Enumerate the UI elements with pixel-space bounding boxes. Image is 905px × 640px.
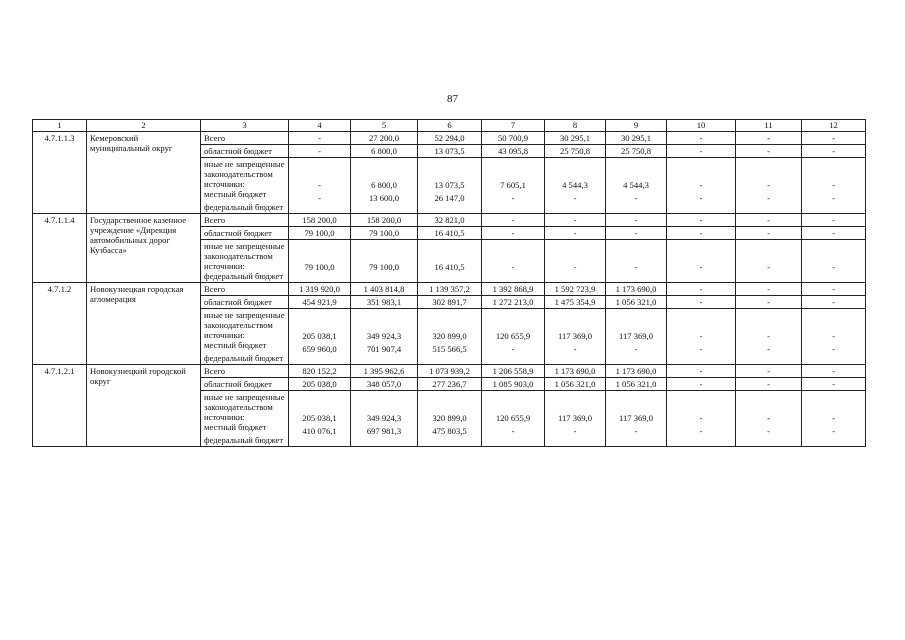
table-row (33, 365, 866, 378)
value-cell (418, 309, 482, 365)
value-cell (667, 240, 736, 283)
value-cell: - (802, 296, 866, 309)
value-cell (802, 309, 866, 365)
table-row (33, 132, 866, 145)
column-number-cell: 4 (289, 120, 351, 132)
value-cell (667, 391, 736, 447)
value: - (573, 344, 577, 354)
value-cell: - (667, 378, 736, 391)
value: - (511, 193, 515, 203)
value: - (511, 426, 515, 436)
value-cell: - (736, 227, 802, 240)
value-cell (545, 391, 606, 447)
value-cell: - (802, 145, 866, 158)
source-label: федеральный бюджет (204, 353, 284, 363)
value-cell: - (736, 145, 802, 158)
value-cell: 30 295,1 (545, 132, 606, 145)
source-label: областной бюджет (201, 227, 289, 240)
source-label: федеральный бюджет (204, 435, 284, 445)
value-cell (289, 391, 351, 447)
value-cell: 351 983,1 (351, 296, 418, 309)
column-number-cell: 6 (418, 120, 482, 132)
value-cell: 1 056 321,0 (545, 378, 606, 391)
value-cell: 52 294,0 (418, 132, 482, 145)
value-cell (482, 391, 545, 447)
entity-name: Государственное казенное учреждение «Дирекция автомобильных дорог Кузбасса» (87, 214, 201, 283)
value: 120 655,9 (495, 331, 531, 341)
value: 13 073,5 (434, 180, 465, 190)
value-cell: - (802, 227, 866, 240)
source-intro: иные не запрещенные законодательством источники: (204, 159, 285, 189)
value-cell: 1 403 814,8 (351, 283, 418, 296)
source-intro: иные не запрещенные законодательством источники: (204, 241, 285, 271)
value: - (767, 413, 770, 423)
value-cell (606, 158, 667, 214)
value: - (699, 344, 703, 354)
value: - (699, 262, 703, 272)
value-cell: 1 272 213,0 (482, 296, 545, 309)
value-cell: - (736, 283, 802, 296)
source-intro: иные не запрещенные законодательством источники: (204, 392, 285, 422)
value-cell: 1 173 690,0 (545, 365, 606, 378)
column-number-cell: 11 (736, 120, 802, 132)
source-label: областной бюджет (201, 296, 289, 309)
value-cell (802, 158, 866, 214)
value-cell: 277 236,7 (418, 378, 482, 391)
value: - (573, 193, 577, 203)
value-cell (736, 158, 802, 214)
value: 4 544,3 (623, 180, 649, 190)
value-cell (351, 240, 418, 283)
value: - (767, 344, 770, 354)
source-label: областной бюджет (201, 145, 289, 158)
value: - (699, 193, 703, 203)
value-cell (545, 240, 606, 283)
value-cell: 1 592 723,9 (545, 283, 606, 296)
value-cell: - (482, 214, 545, 227)
value: - (767, 331, 770, 341)
value: 26 147,0 (434, 193, 465, 203)
value: - (699, 331, 703, 341)
source-intro: иные не запрещенные законодательством источники: (204, 310, 285, 340)
value-cell: 27 200,0 (351, 132, 418, 145)
value-cell: 1 173 690,0 (606, 365, 667, 378)
value: - (767, 426, 770, 436)
value-cell: - (545, 227, 606, 240)
value-cell (736, 240, 802, 283)
value-cell: 205 038,0 (289, 378, 351, 391)
column-number-cell: 1 (33, 120, 87, 132)
value: 117 369,0 (618, 413, 654, 423)
value: - (318, 180, 321, 190)
source-label: федеральный бюджет (204, 271, 284, 281)
value-cell: - (802, 378, 866, 391)
value-cell: 1 139 357,2 (418, 283, 482, 296)
value-cell (606, 240, 667, 283)
column-number-cell: 7 (482, 120, 545, 132)
value: - (573, 262, 577, 272)
source-label: Всего (201, 365, 289, 378)
value-cell (802, 240, 866, 283)
column-number-cell: 10 (667, 120, 736, 132)
entity-name: Новокузнецкая городская агломерация (87, 283, 201, 365)
source-cell (201, 240, 289, 283)
item-code: 4.7.1.1.4 (33, 214, 87, 283)
value: 7 605,1 (500, 180, 526, 190)
source-label: местный бюджет (204, 189, 267, 199)
value-cell: 1 319 920,0 (289, 283, 351, 296)
value-cell: 30 295,1 (606, 132, 667, 145)
value-cell (606, 309, 667, 365)
value-cell: - (482, 227, 545, 240)
value-cell: - (802, 365, 866, 378)
value-cell (351, 391, 418, 447)
value-cell: 25 750,8 (606, 145, 667, 158)
value-cell (802, 391, 866, 447)
value: 701 907,4 (366, 344, 402, 354)
value-cell: 79 100,0 (351, 227, 418, 240)
value: 117 369,0 (557, 413, 593, 423)
value-cell (667, 309, 736, 365)
value-cell: 1 085 903,0 (482, 378, 545, 391)
value: 6 800,0 (371, 180, 397, 190)
value: - (832, 344, 835, 354)
value: 205 038,1 (302, 331, 337, 341)
entity-name: Кемеровский муниципальный округ (87, 132, 201, 214)
value: 515 566,5 (432, 344, 467, 354)
source-cell (201, 309, 289, 365)
value: - (832, 426, 835, 436)
value: 410 076,1 (302, 426, 337, 436)
source-label: Всего (201, 132, 289, 145)
value-cell: - (736, 214, 802, 227)
value-cell: 1 395 962,6 (351, 365, 418, 378)
value: - (318, 193, 321, 203)
value: - (699, 413, 703, 423)
value-cell: - (736, 132, 802, 145)
value: - (634, 426, 638, 436)
value-cell: - (667, 227, 736, 240)
value: - (511, 344, 515, 354)
column-number-cell: 9 (606, 120, 667, 132)
value: 117 369,0 (557, 331, 593, 341)
value-cell: 25 750,8 (545, 145, 606, 158)
value: - (511, 262, 515, 272)
value: 13 600,0 (368, 193, 400, 203)
value-cell (418, 240, 482, 283)
value-cell: - (606, 214, 667, 227)
value: - (832, 193, 835, 203)
value-cell (482, 158, 545, 214)
value: - (573, 426, 577, 436)
value-cell: 454 921,9 (289, 296, 351, 309)
source-label: местный бюджет (204, 340, 267, 350)
value: - (767, 180, 770, 190)
value-cell: 1 056 321,0 (606, 378, 667, 391)
value-cell: - (606, 227, 667, 240)
value-cell: - (736, 378, 802, 391)
value: - (767, 193, 770, 203)
value-cell (418, 158, 482, 214)
value-cell (289, 309, 351, 365)
value-cell: 50 700,9 (482, 132, 545, 145)
value-cell: 79 100,0 (289, 227, 351, 240)
value-cell: 302 891,7 (418, 296, 482, 309)
value-cell: - (289, 132, 351, 145)
value: 79 100,0 (368, 262, 400, 272)
value-cell (545, 158, 606, 214)
entity-name: Новокузнецкий городской округ (87, 365, 201, 447)
value-cell: 1 056 321,0 (606, 296, 667, 309)
value: - (767, 262, 770, 272)
value-cell (289, 158, 351, 214)
value: 4 544,3 (562, 180, 588, 190)
column-number-cell: 8 (545, 120, 606, 132)
column-number-cell: 12 (802, 120, 866, 132)
value-cell: 6 800,0 (351, 145, 418, 158)
source-label: областной бюджет (201, 378, 289, 391)
value-cell (736, 391, 802, 447)
column-number-cell: 5 (351, 120, 418, 132)
value: 659 960,0 (302, 344, 337, 354)
value: 697 981,3 (366, 426, 402, 436)
value-cell: - (667, 283, 736, 296)
value: - (832, 180, 835, 190)
budget-table (32, 119, 866, 447)
value: 205 038,1 (302, 413, 337, 423)
value-cell: 43 095,8 (482, 145, 545, 158)
source-label: Всего (201, 214, 289, 227)
value-cell: 16 410,5 (418, 227, 482, 240)
value-cell: 1 206 558,9 (482, 365, 545, 378)
table-row (33, 283, 866, 296)
value-cell: - (667, 145, 736, 158)
value-cell: 158 200,0 (351, 214, 418, 227)
item-code: 4.7.1.2.1 (33, 365, 87, 447)
value: 16 410,5 (434, 262, 465, 272)
value: 475 803,5 (432, 426, 467, 436)
value: 349 924,3 (366, 413, 402, 423)
value-cell: 32 821,0 (418, 214, 482, 227)
column-number-row (33, 120, 866, 132)
source-cell (201, 158, 289, 214)
value-cell (351, 158, 418, 214)
value: 320 899,0 (432, 413, 467, 423)
table-row (33, 214, 866, 227)
source-label: местный бюджет (204, 422, 267, 432)
value-cell: 348 057,0 (351, 378, 418, 391)
value-cell: - (667, 132, 736, 145)
value-cell: - (736, 365, 802, 378)
value-cell (545, 309, 606, 365)
value: - (634, 262, 638, 272)
value-cell: - (802, 283, 866, 296)
value-cell (667, 158, 736, 214)
value-cell: - (545, 214, 606, 227)
value-cell: - (667, 365, 736, 378)
value: - (634, 344, 638, 354)
value: 349 924,3 (366, 331, 402, 341)
value-cell: - (667, 296, 736, 309)
value: 79 100,0 (304, 262, 335, 272)
value: - (832, 331, 835, 341)
column-number-cell: 3 (201, 120, 289, 132)
source-cell (201, 391, 289, 447)
value: - (832, 413, 835, 423)
table-body (33, 120, 866, 447)
source-label: Всего (201, 283, 289, 296)
value-cell: - (802, 132, 866, 145)
value: 117 369,0 (618, 331, 654, 341)
value: - (634, 193, 638, 203)
value: - (832, 262, 835, 272)
value-cell: - (736, 296, 802, 309)
value-cell: - (802, 214, 866, 227)
value-cell: 1 392 868,9 (482, 283, 545, 296)
value-cell (482, 240, 545, 283)
value-cell (289, 240, 351, 283)
value-cell: 1 475 354,9 (545, 296, 606, 309)
value-cell (736, 309, 802, 365)
value: 320 899,0 (432, 331, 467, 341)
value-cell (606, 391, 667, 447)
value-cell: 158 200,0 (289, 214, 351, 227)
source-label: федеральный бюджет (204, 202, 284, 212)
value-cell: 1 073 939,2 (418, 365, 482, 378)
value-cell: 820 152,2 (289, 365, 351, 378)
value-cell: 1 173 690,0 (606, 283, 667, 296)
value-cell (482, 309, 545, 365)
value-cell: - (289, 145, 351, 158)
value-cell (351, 309, 418, 365)
value: - (699, 180, 703, 190)
value-cell: - (667, 214, 736, 227)
item-code: 4.7.1.1.3 (33, 132, 87, 214)
item-code: 4.7.1.2 (33, 283, 87, 365)
value-cell (418, 391, 482, 447)
value-cell: 13 073,5 (418, 145, 482, 158)
page-number: 87 (447, 93, 458, 105)
value: - (699, 426, 703, 436)
column-number-cell: 2 (87, 120, 201, 132)
value: 120 655,9 (495, 413, 531, 423)
